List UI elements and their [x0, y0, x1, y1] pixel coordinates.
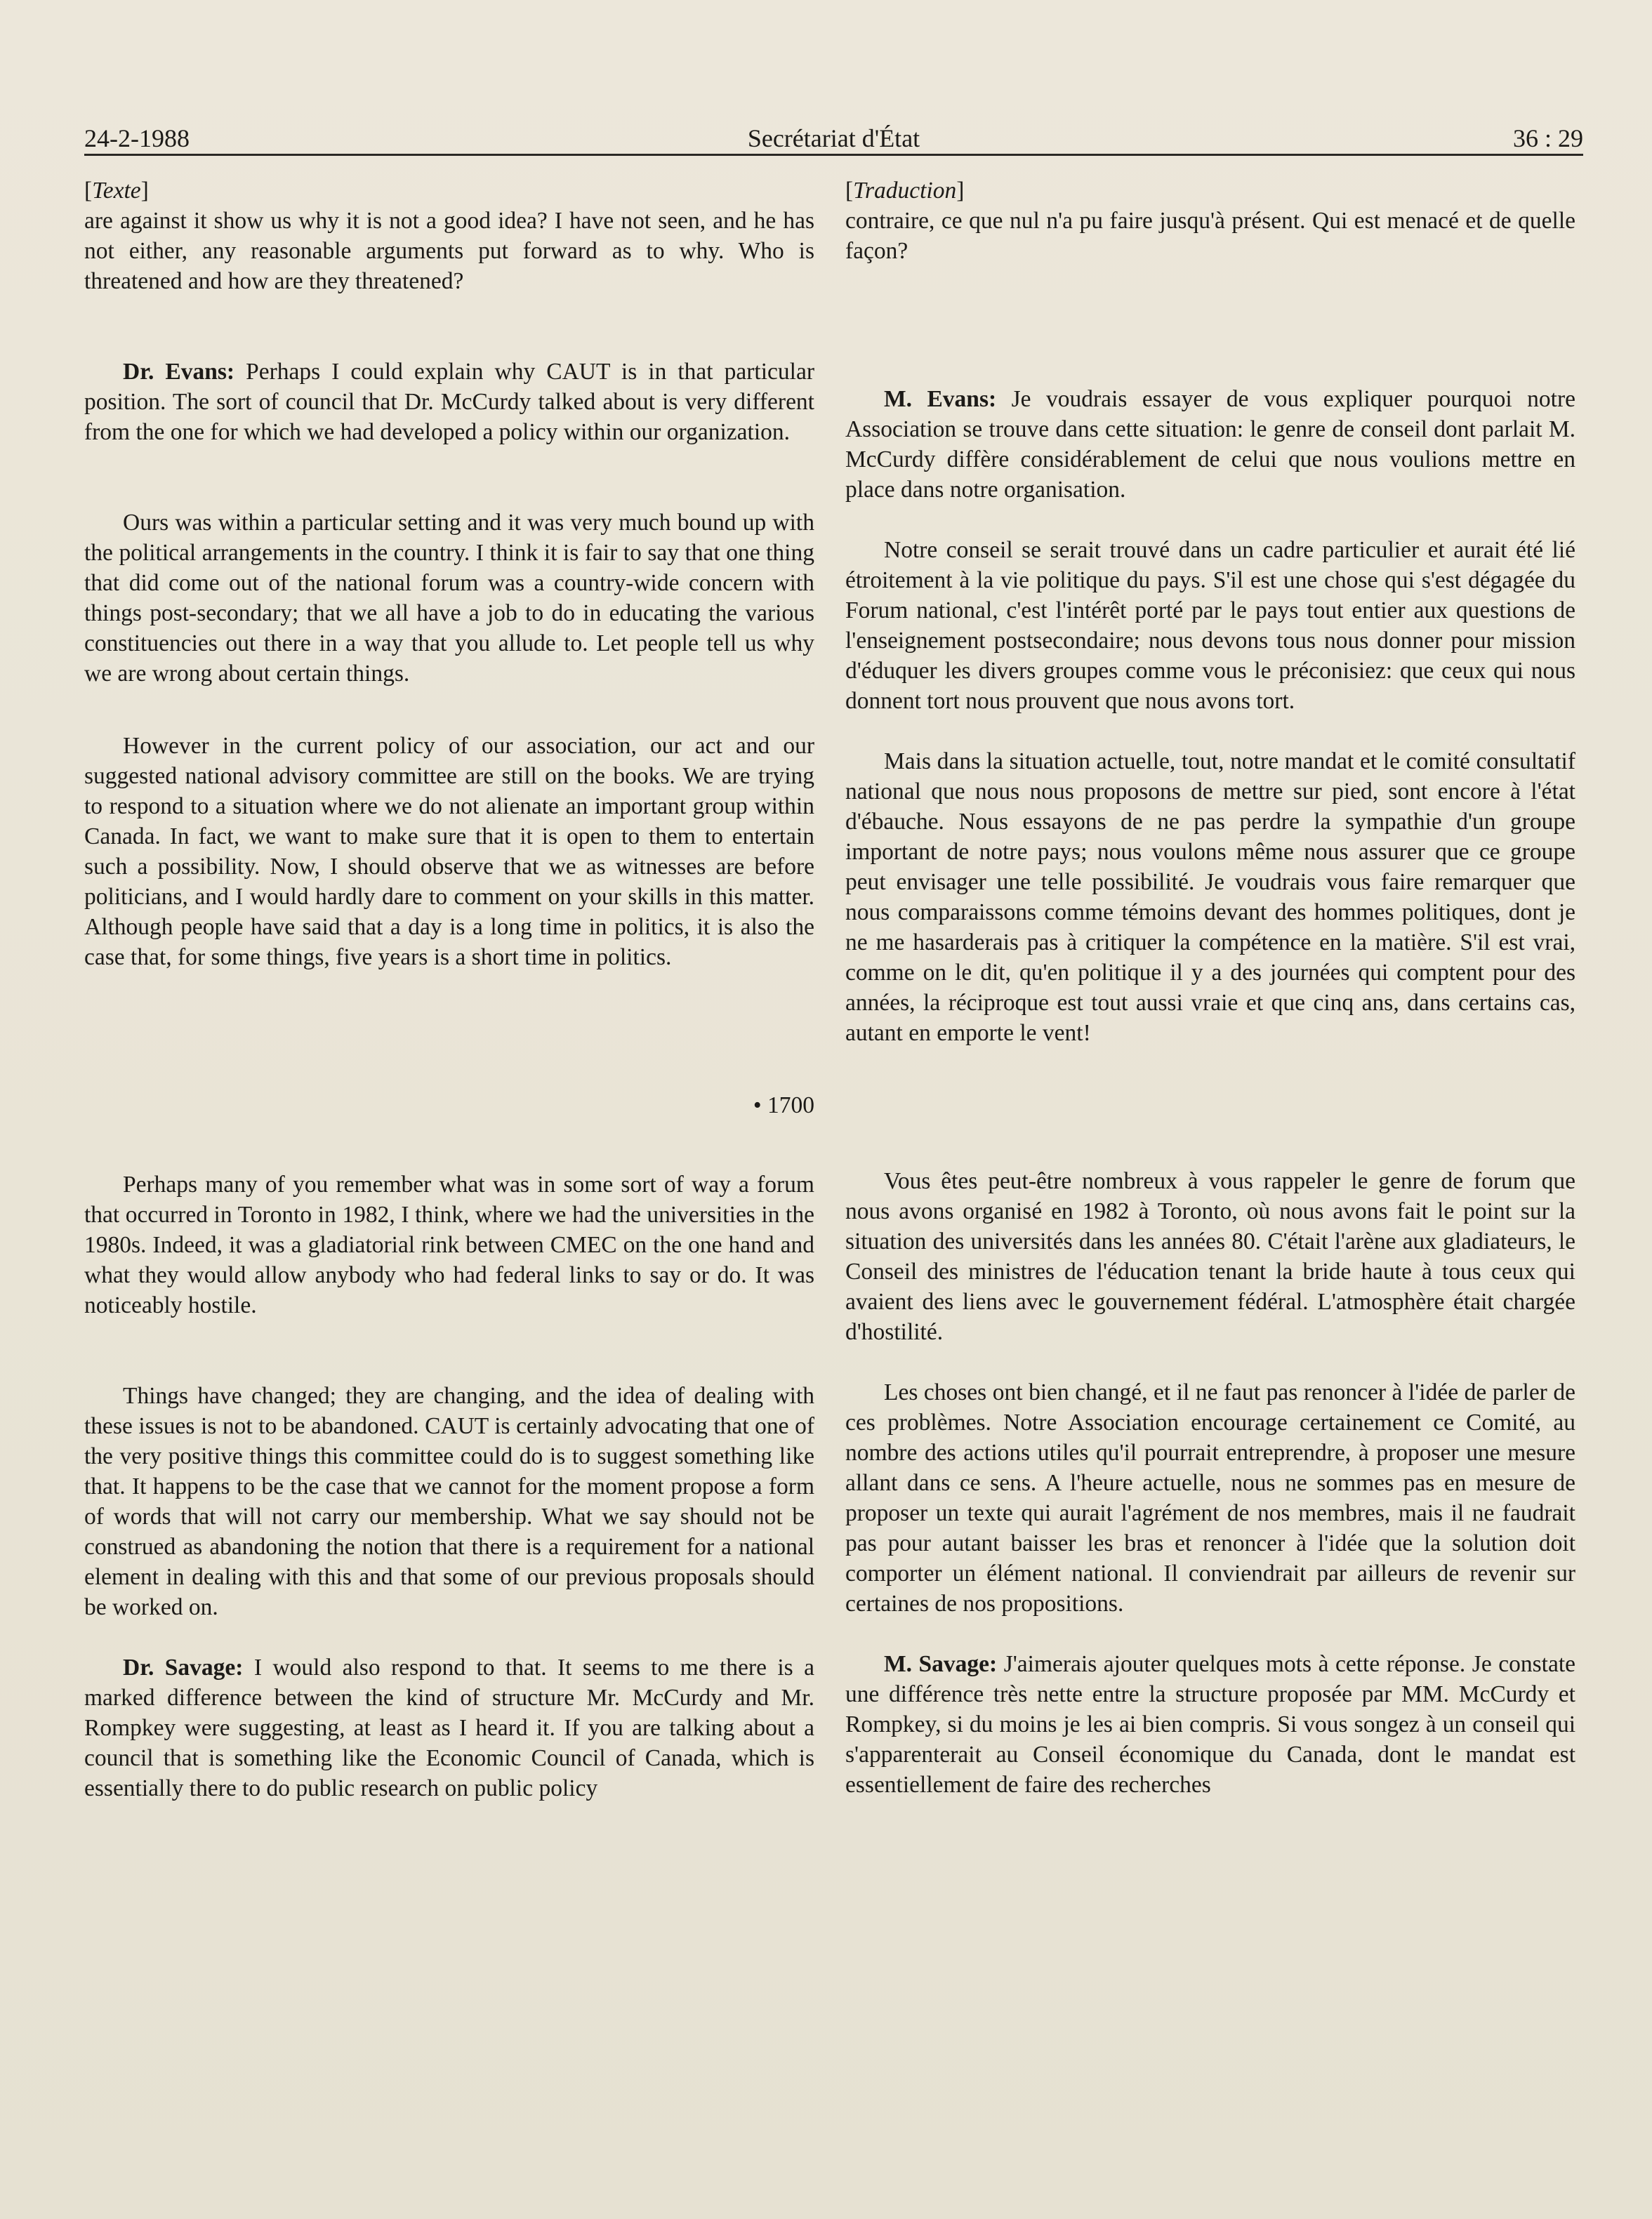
paragraph: contraire, ce que nul n'a pu faire jusqu'à présent. Qui est menacé et de quelle façon?: [845, 208, 1575, 264]
header-rule: [84, 154, 1583, 156]
speaker-paragraph: [845, 384, 1575, 505]
paragraph: Notre conseil se serait trouvé dans un cadre particulier et aurait été lié étroitement à la vie politique du pays. S'il est une chose qui s'est dégagée du Forum national, c'est l'intérêt porté par le pays tout entier aux questions de l'enseignement postsecondaire; nous devons tous nous donner pour mission d'éduquer les divers groupes comme vous le préconisiez: que ceux qui nous donnent tort nous prouvent que nous avons tort.: [845, 537, 1575, 714]
speaker-text: J'aimerais ajouter quelques mots à cette réponse. Je constate une différence très nette entre la structure proposée par MM. McCurdy et Rompkey, si du moins je les ai bien compris. Si vous songez à un conseil qui s'apparenterait au Conseil économique du Canada, dont le mandat est essentiellement de faire des recherches: [845, 1651, 1575, 1798]
speaker-paragraph: [845, 1649, 1575, 1800]
paragraph: Mais dans la situation actuelle, tout, notre mandat et le comité consultatif national que nous nous proposons de mettre sur pied, sont encore à l'état d'ébauche. Nous essayons de ne pas perdre la sympathie d'un groupe important de notre pays; nous voulons même nous assurer que ce groupe peut envisager une telle possibilité. Je voudrais vous faire remarquer que nous comparaissons comme témoins devant des hommes politiques, dont je ne me hasarderais pas à critiquer la compétence en la matière. S'il est vrai, comme on le dit, qu'en politique il y a des journées qui comptent pour des années, la réciproque est tout aussi vraie et que cinq ans, dans certains cas, autant en emporte le vent!: [845, 748, 1575, 1046]
speaker-name: M. Evans:: [884, 386, 997, 412]
speaker-text: I would also respond to that. It seems to me there is a marked difference between the kind of structure Mr. McCurdy and Mr. Rompkey were suggesting, at least as I heard it. If you are talking about a council that is something like the Economic Council of Canada, which is essentially there to do public research on public policy: [84, 1655, 814, 1801]
speaker-name: Dr. Evans:: [123, 359, 235, 385]
header-date: 24-2-1988: [84, 124, 190, 152]
paragraph: Ours was within a particular setting and it was very much bound up with the political arrangements in the country. I think it is fair to say that one thing that did come out of the national forum was a country-wide concern with things post-secondary; that we all have a job to do in educating the various constituencies out there in a way that you allude to. Let people tell us why we are wrong about certain things.: [84, 510, 814, 687]
speaker-text: Perhaps I could explain why CAUT is in that particular position. The sort of council that Dr. McCurdy talked about is very different from the one for which we had developed a policy within our organization.: [84, 359, 814, 445]
paragraph: are against it show us why it is not a good idea? I have not seen, and he has not either, any reasonable arguments put forward as to why. Who is threatened and how are they threatened?: [84, 208, 814, 294]
paragraph: Perhaps many of you remember what was in some sort of way a forum that occurred in Toronto in 1982, I think, where we had the universities in the 1980s. Indeed, it was a gladiatorial rink between CMEC on the one hand and what they would allow anybody who had federal links to say or do. It was noticeably hostile.: [84, 1172, 814, 1318]
speaker-name: Dr. Savage:: [123, 1655, 244, 1681]
speaker-text: Je voudrais essayer de vous expliquer pourquoi notre Association se trouve dans cette situation: le genre de conseil dont parlait M. McCurdy diffère considérablement de celui que nous voulions mettre en place dans notre organisation.: [845, 386, 1575, 503]
english-column: [84, 175, 814, 1803]
speaker-name: M. Savage:: [884, 1651, 998, 1677]
page-header: [84, 121, 1583, 156]
timestamp: • 1700: [753, 1092, 814, 1118]
header-page-number: 36 : 29: [1512, 124, 1583, 152]
paragraph: However in the current policy of our association, our act and our suggested national advisory committee are still on the books. We are trying to respond to a situation where we do not alienate an important group within Canada. In fact, we want to make sure that it is open to them to entertain such a possibility. Now, I should observe that we as witnesses are before politicians, and I would hardly dare to comment on your skills in this matter. Although people have said that a day is a long time in politics, it is also the case that, for some things, five years is a short time in politics.: [84, 733, 814, 970]
french-column: [845, 175, 1575, 1800]
speaker-paragraph: [84, 357, 814, 447]
speaker-paragraph: [84, 1652, 814, 1803]
paragraph: Vous êtes peut-être nombreux à vous rappeler le genre de forum que nous avons organisé en 1982 à Toronto, où nous avons fait le point sur la situation des universités dans les années 80. C'était l'arène aux gladiateurs, le Conseil des ministres de l'éducation tenant la bride haute à tous ceux qui avaient des liens avec le gouvernement fédéral. L'atmosphère était chargée d'hostilité.: [845, 1168, 1575, 1345]
section-label-texte: [Texte]: [84, 178, 149, 204]
paragraph: Things have changed; they are changing, and the idea of dealing with these issues is not to be abandoned. CAUT is certainly advocating that one of the very positive things this committee could do is to suggest something like that. It happens to be the case that we cannot for the moment propose a form of words that will not carry our membership. What we say should not be construed as abandoning the notion that there is a requirement for a national element in dealing with this and that some of our previous proposals should be worked on.: [84, 1383, 814, 1620]
section-label-traduction: [Traduction]: [845, 178, 965, 204]
paragraph: Les choses ont bien changé, et il ne faut pas renoncer à l'idée de parler de ces problèmes. Notre Association encourage certainement ce Comité, au nombre des actions utiles qu'il pourrait entreprendre, à proposer une mesure allant dans ce sens. A l'heure actuelle, nous ne sommes pas en mesure de proposer un texte qui aurait l'agrément de nos membres, mais il ne faudrait pas pour autant baisser les bras et renoncer à l'idée que la solution doit comporter un élément national. Il conviendrait par ailleurs de revenir sur certaines de nos propositions.: [845, 1379, 1575, 1617]
header-title: Secrétariat d'État: [747, 124, 920, 152]
